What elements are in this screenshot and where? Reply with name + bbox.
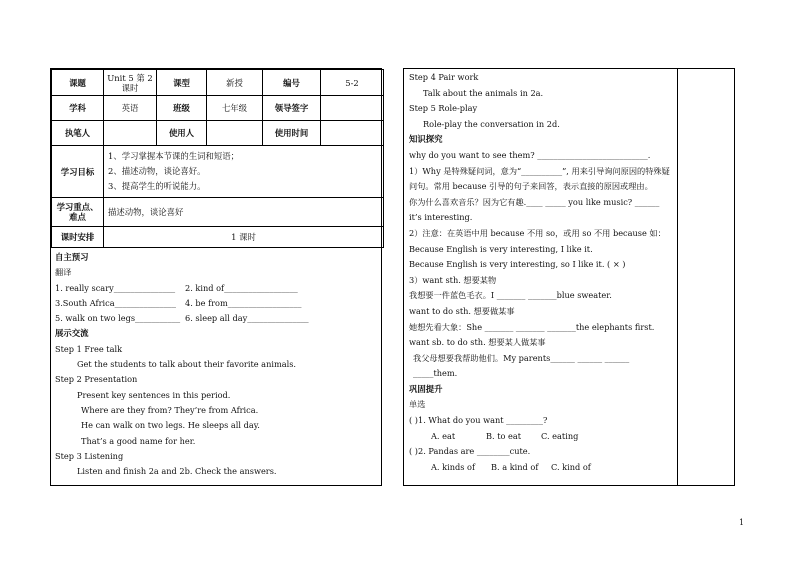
right-body: [404, 69, 677, 475]
example-why: 你为什么喜欢音乐？因为它有趣.____ _____ you like music? ______ it’s interesting.: [409, 196, 660, 223]
step-4: Step 4 Pair work: [409, 72, 479, 82]
step-1-text: Get the students to talk about their favorite animals.: [77, 359, 297, 370]
question-2: ( )2. Pandas are ________cute.: [409, 446, 531, 457]
preview-item: 4. be from__________________: [185, 297, 302, 308]
question-1-options: [409, 429, 673, 445]
note-want-sb-to-do: want sb. to do sth. 想要某人做某事: [409, 337, 546, 348]
step-4-text: Talk about the animals in 2a.: [423, 87, 544, 98]
preview-row: [55, 311, 377, 326]
single-choice-label: 单选: [409, 399, 426, 410]
option[interactable]: B. to eat: [486, 430, 522, 441]
preview-item: 5. walk on two legs___________: [55, 313, 181, 324]
leader-sign-label: 领导签字: [263, 96, 321, 121]
option[interactable]: C. kind of: [551, 461, 591, 472]
preview-row: [55, 281, 377, 296]
user-label: 使用人: [157, 121, 207, 146]
key-label: 学习重点、难点: [52, 198, 104, 227]
goal-item: 1、学习掌握本节课的生词和短语；: [108, 151, 239, 161]
topic-value: Unit 5 第 2 课时: [104, 70, 157, 96]
question-1: ( )1. What do you want _________?: [409, 415, 548, 426]
leader-sign-value[interactable]: [321, 96, 384, 121]
option[interactable]: C. eating: [541, 430, 579, 441]
goals-list: [104, 146, 384, 198]
example-want-sth: 我想要一件蓝色毛衣。I _______ _______blue sweater.: [409, 290, 612, 301]
why-question: why do you want to see them? ___________________________.: [409, 149, 651, 160]
preview-sub: 翻译: [55, 267, 72, 278]
type-value: 新授: [207, 70, 263, 96]
note-want-sth: 3）want sth. 想要某物: [409, 274, 497, 285]
left-body: [51, 248, 381, 479]
option[interactable]: A. kinds of: [431, 461, 475, 472]
grade-value: 七年级: [207, 96, 263, 121]
key-value: 描述动物，谈论喜好: [104, 198, 384, 227]
note-want-to-do: want to do sth. 想要做某事: [409, 305, 515, 316]
question-2-options: [409, 460, 673, 476]
preview-heading: 自主预习: [55, 252, 89, 262]
consolidate-heading: 巩固提升: [409, 383, 443, 394]
page-number: 1: [739, 518, 745, 527]
example-because-wrong: Because English is very interesting, so I like it. ( × ): [409, 259, 626, 270]
author-label: 执笔人: [52, 121, 104, 146]
explore-heading: 知识探究: [409, 134, 443, 145]
preview-item: 6. sleep all day_______________: [185, 313, 309, 324]
number-label: 编号: [263, 70, 321, 96]
number-value: 5-2: [321, 70, 384, 96]
example-because-correct: Because English is very interesting, I like it.: [409, 243, 593, 254]
header-table: [51, 69, 384, 248]
step-2: Step 2 Presentation: [55, 374, 138, 385]
option[interactable]: A. eat: [431, 430, 456, 441]
use-time-value[interactable]: [321, 121, 384, 146]
user-value[interactable]: [207, 121, 263, 146]
subject-value: 英语: [104, 96, 157, 121]
key-sentence: That’s a good name for her.: [81, 435, 196, 446]
schedule-value: 1 课时: [104, 227, 384, 248]
grade-label: 班级: [157, 96, 207, 121]
subject-label: 学科: [52, 96, 104, 121]
note-because: 2）注意：在英语中用 because 不用 so，或用 so 不用 because 如：: [409, 227, 666, 238]
step-3: Step 3 Listening: [55, 450, 124, 461]
key-sentence: He can walk on two legs. He sleeps all day.: [81, 420, 260, 431]
exchange-heading: 展示交流: [55, 328, 89, 339]
step-5: Step 5 Role-play: [409, 103, 478, 114]
step-3-text: Listen and finish 2a and 2b. Check the answers.: [77, 466, 277, 477]
preview-item: 1. really scary_______________: [55, 282, 176, 293]
option[interactable]: B. a kind of: [491, 461, 539, 472]
preview-row: [55, 296, 377, 311]
right-panel: [403, 68, 735, 486]
type-label: 课型: [157, 70, 207, 96]
goal-item: 3、提高学生的听说能力。: [108, 181, 206, 191]
author-value[interactable]: [104, 121, 157, 146]
step-1: Step 1 Free talk: [55, 343, 123, 354]
preview-item: 2. kind of__________________: [185, 282, 298, 293]
topic-label: 课题: [52, 70, 104, 96]
right-content-column: [404, 69, 678, 485]
schedule-label: 课时安排: [52, 227, 104, 248]
example-want-to-do: 她想先看大象：She _______ _______ _______the elephants first.: [409, 321, 655, 332]
step-5-text: Role-play the conversation in 2d.: [423, 118, 560, 129]
preview-item: 3.South Africa_______________: [55, 297, 176, 308]
key-sentence: Where are they from? They’re from Africa.: [81, 404, 259, 415]
step-2-text: Present key sentences in this period.: [77, 389, 231, 400]
example-want-sb-to-do: 我父母想要我帮助他们。My parents______ ______ ______ _____them.: [413, 352, 630, 379]
goal-item: 2、描述动物，谈论喜好。: [108, 166, 206, 176]
use-time-label: 使用时间: [263, 121, 321, 146]
left-panel: [50, 68, 382, 486]
note-why: 1）Why 是特殊疑问词，意为“__________”, 用来引导询问原因的特殊疑问句。常用 because 引导的句子来回答，表示直接的原因或理由。: [409, 165, 670, 192]
goals-label: 学习目标: [52, 146, 104, 198]
